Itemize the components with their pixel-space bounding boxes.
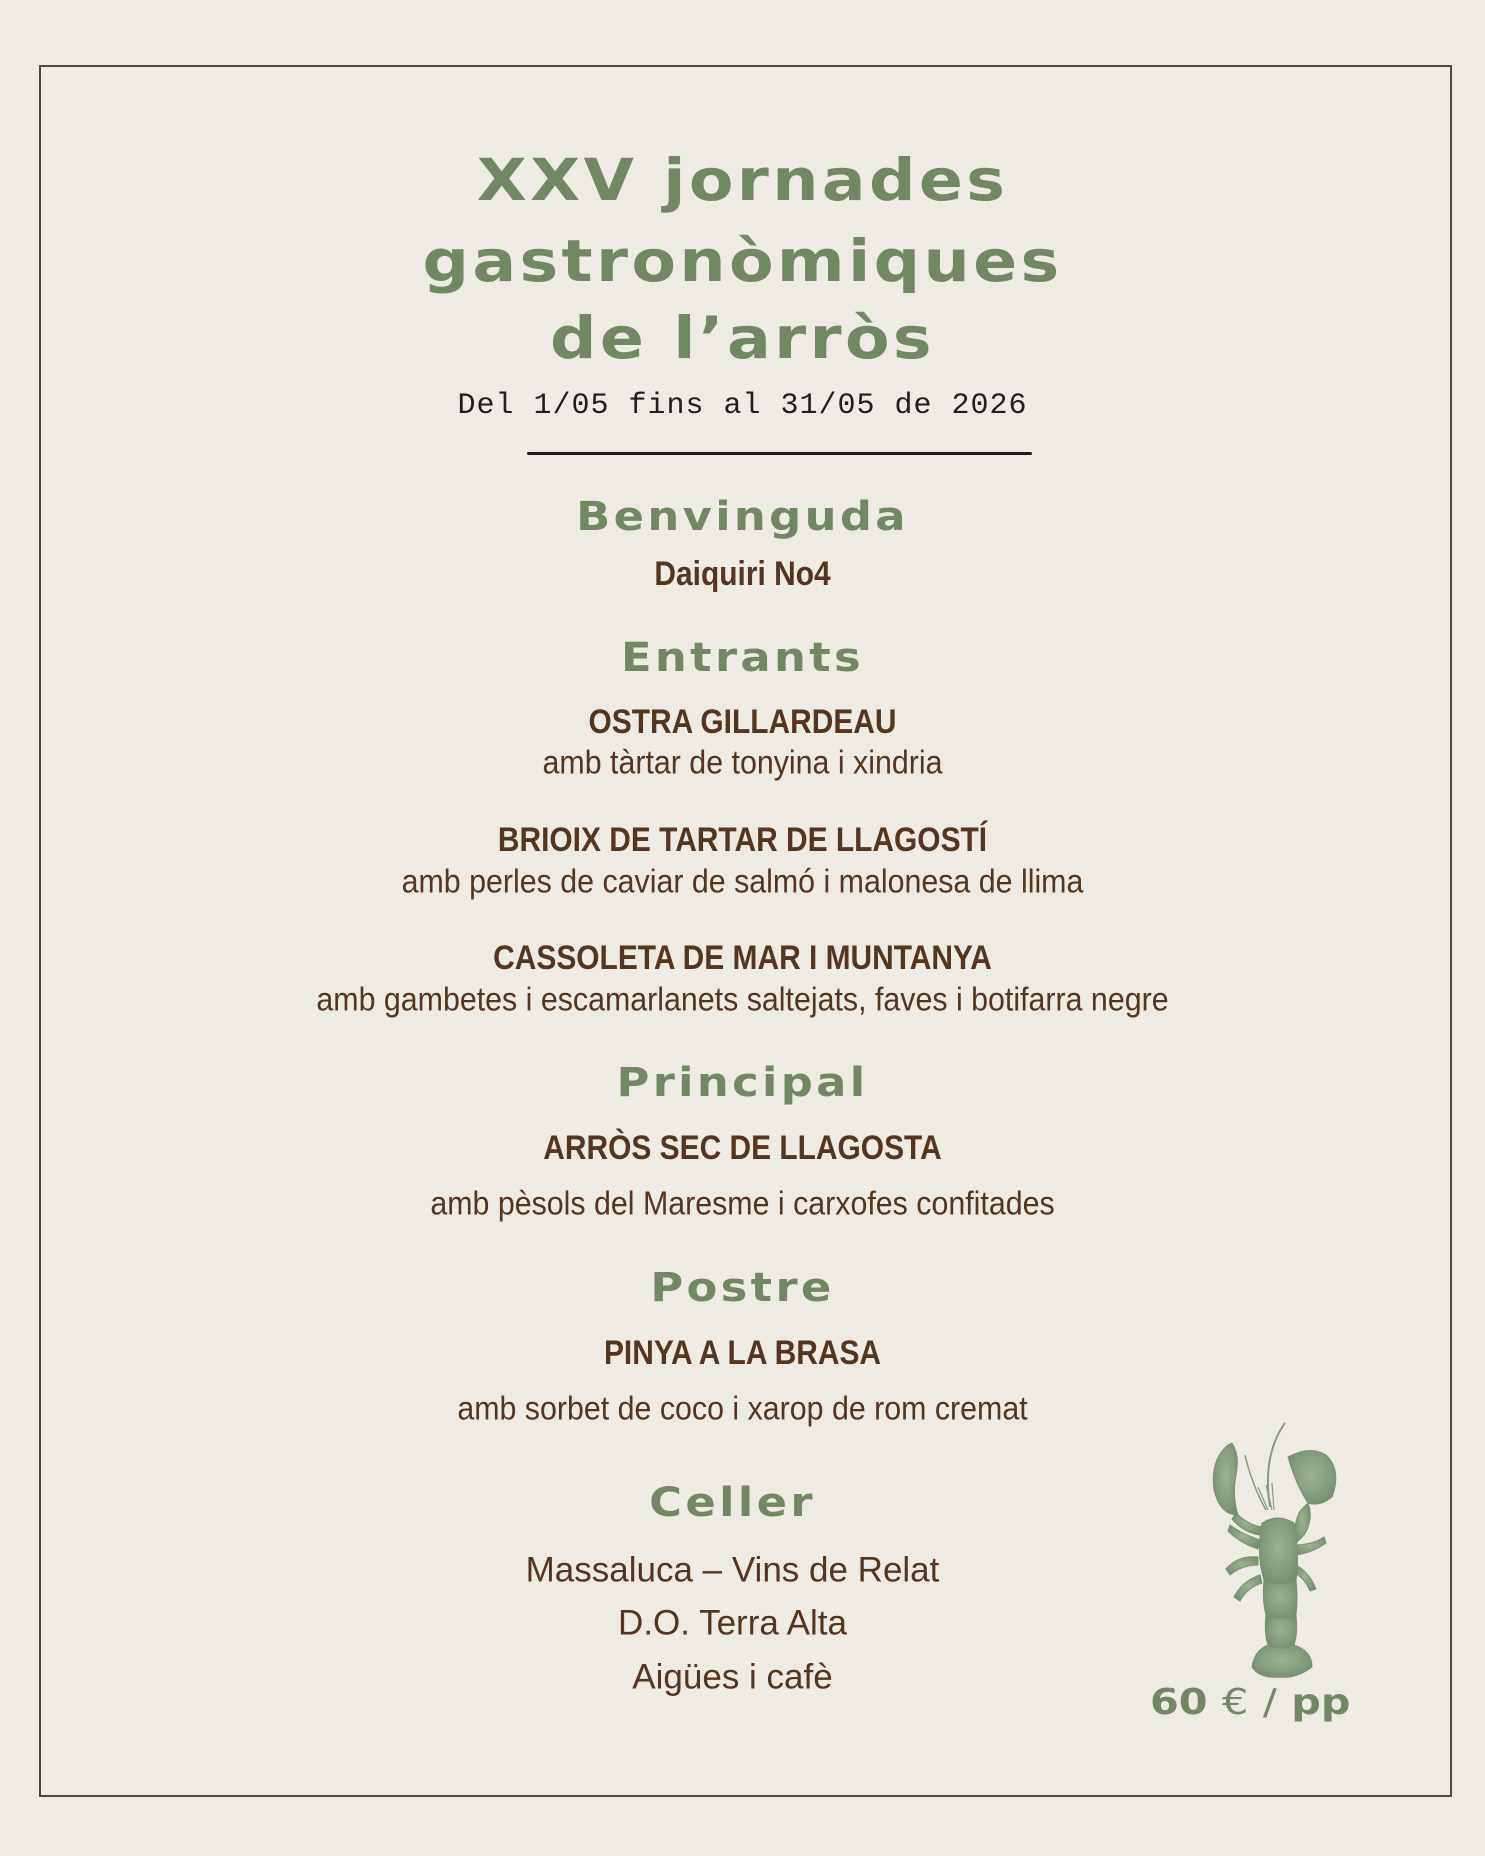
celler-line: Aigües i cafè [632,1657,833,1697]
dish-name: ARRÒS SEC DE LLAGOSTA [543,1129,942,1167]
header-divider [527,452,1032,455]
price-unit: pp [1291,1682,1351,1723]
lobster-illustration-icon [1200,1415,1350,1680]
celler-line: Massaluca – Vins de Relat [525,1550,940,1590]
dish-description: amb gambetes i escamarlanets saltejats, faves i botifarra negre [316,980,1169,1018]
dish-name: Daiquiri No4 [654,555,831,593]
dish-name: BRIOIX DE TARTAR DE LLAGOSTÍ [497,821,988,859]
celler-line: D.O. Terra Alta [618,1603,847,1643]
dish-description: amb pèsols del Maresme i carxofes confitades [430,1184,1055,1222]
title-line-3: de l’arròs [550,304,935,372]
dish-name: OSTRA GILLARDEAU [588,703,897,741]
section-heading-benvinguda: Benvinguda [576,494,909,540]
price-label [1150,1682,1426,1723]
price-amount: 60 [1150,1682,1208,1723]
dish-name: CASSOLETA DE MAR I MUNTANYA [493,939,992,977]
dish-description: amb tàrtar de tonyina i xindria [542,743,943,781]
section-heading-postre: Postre [650,1265,835,1311]
price-separator: / [1262,1682,1277,1723]
dish-description: amb sorbet de coco i xarop de rom cremat [457,1389,1028,1427]
section-heading-celler: Celler [649,1480,816,1526]
dish-name: PINYA A LA BRASA [603,1334,882,1372]
title-line-2: gastronòmiques [422,227,1063,295]
date-range: Del 1/05 fins al 31/05 de 2026 [457,389,1028,423]
price-currency: € [1222,1682,1249,1723]
section-heading-entrants: Entrants [620,635,865,681]
title-line-1: XXV jornades [476,146,1009,214]
section-heading-principal: Principal [616,1060,869,1106]
dish-description: amb perles de caviar de salmó i malonesa de llima [401,862,1084,900]
